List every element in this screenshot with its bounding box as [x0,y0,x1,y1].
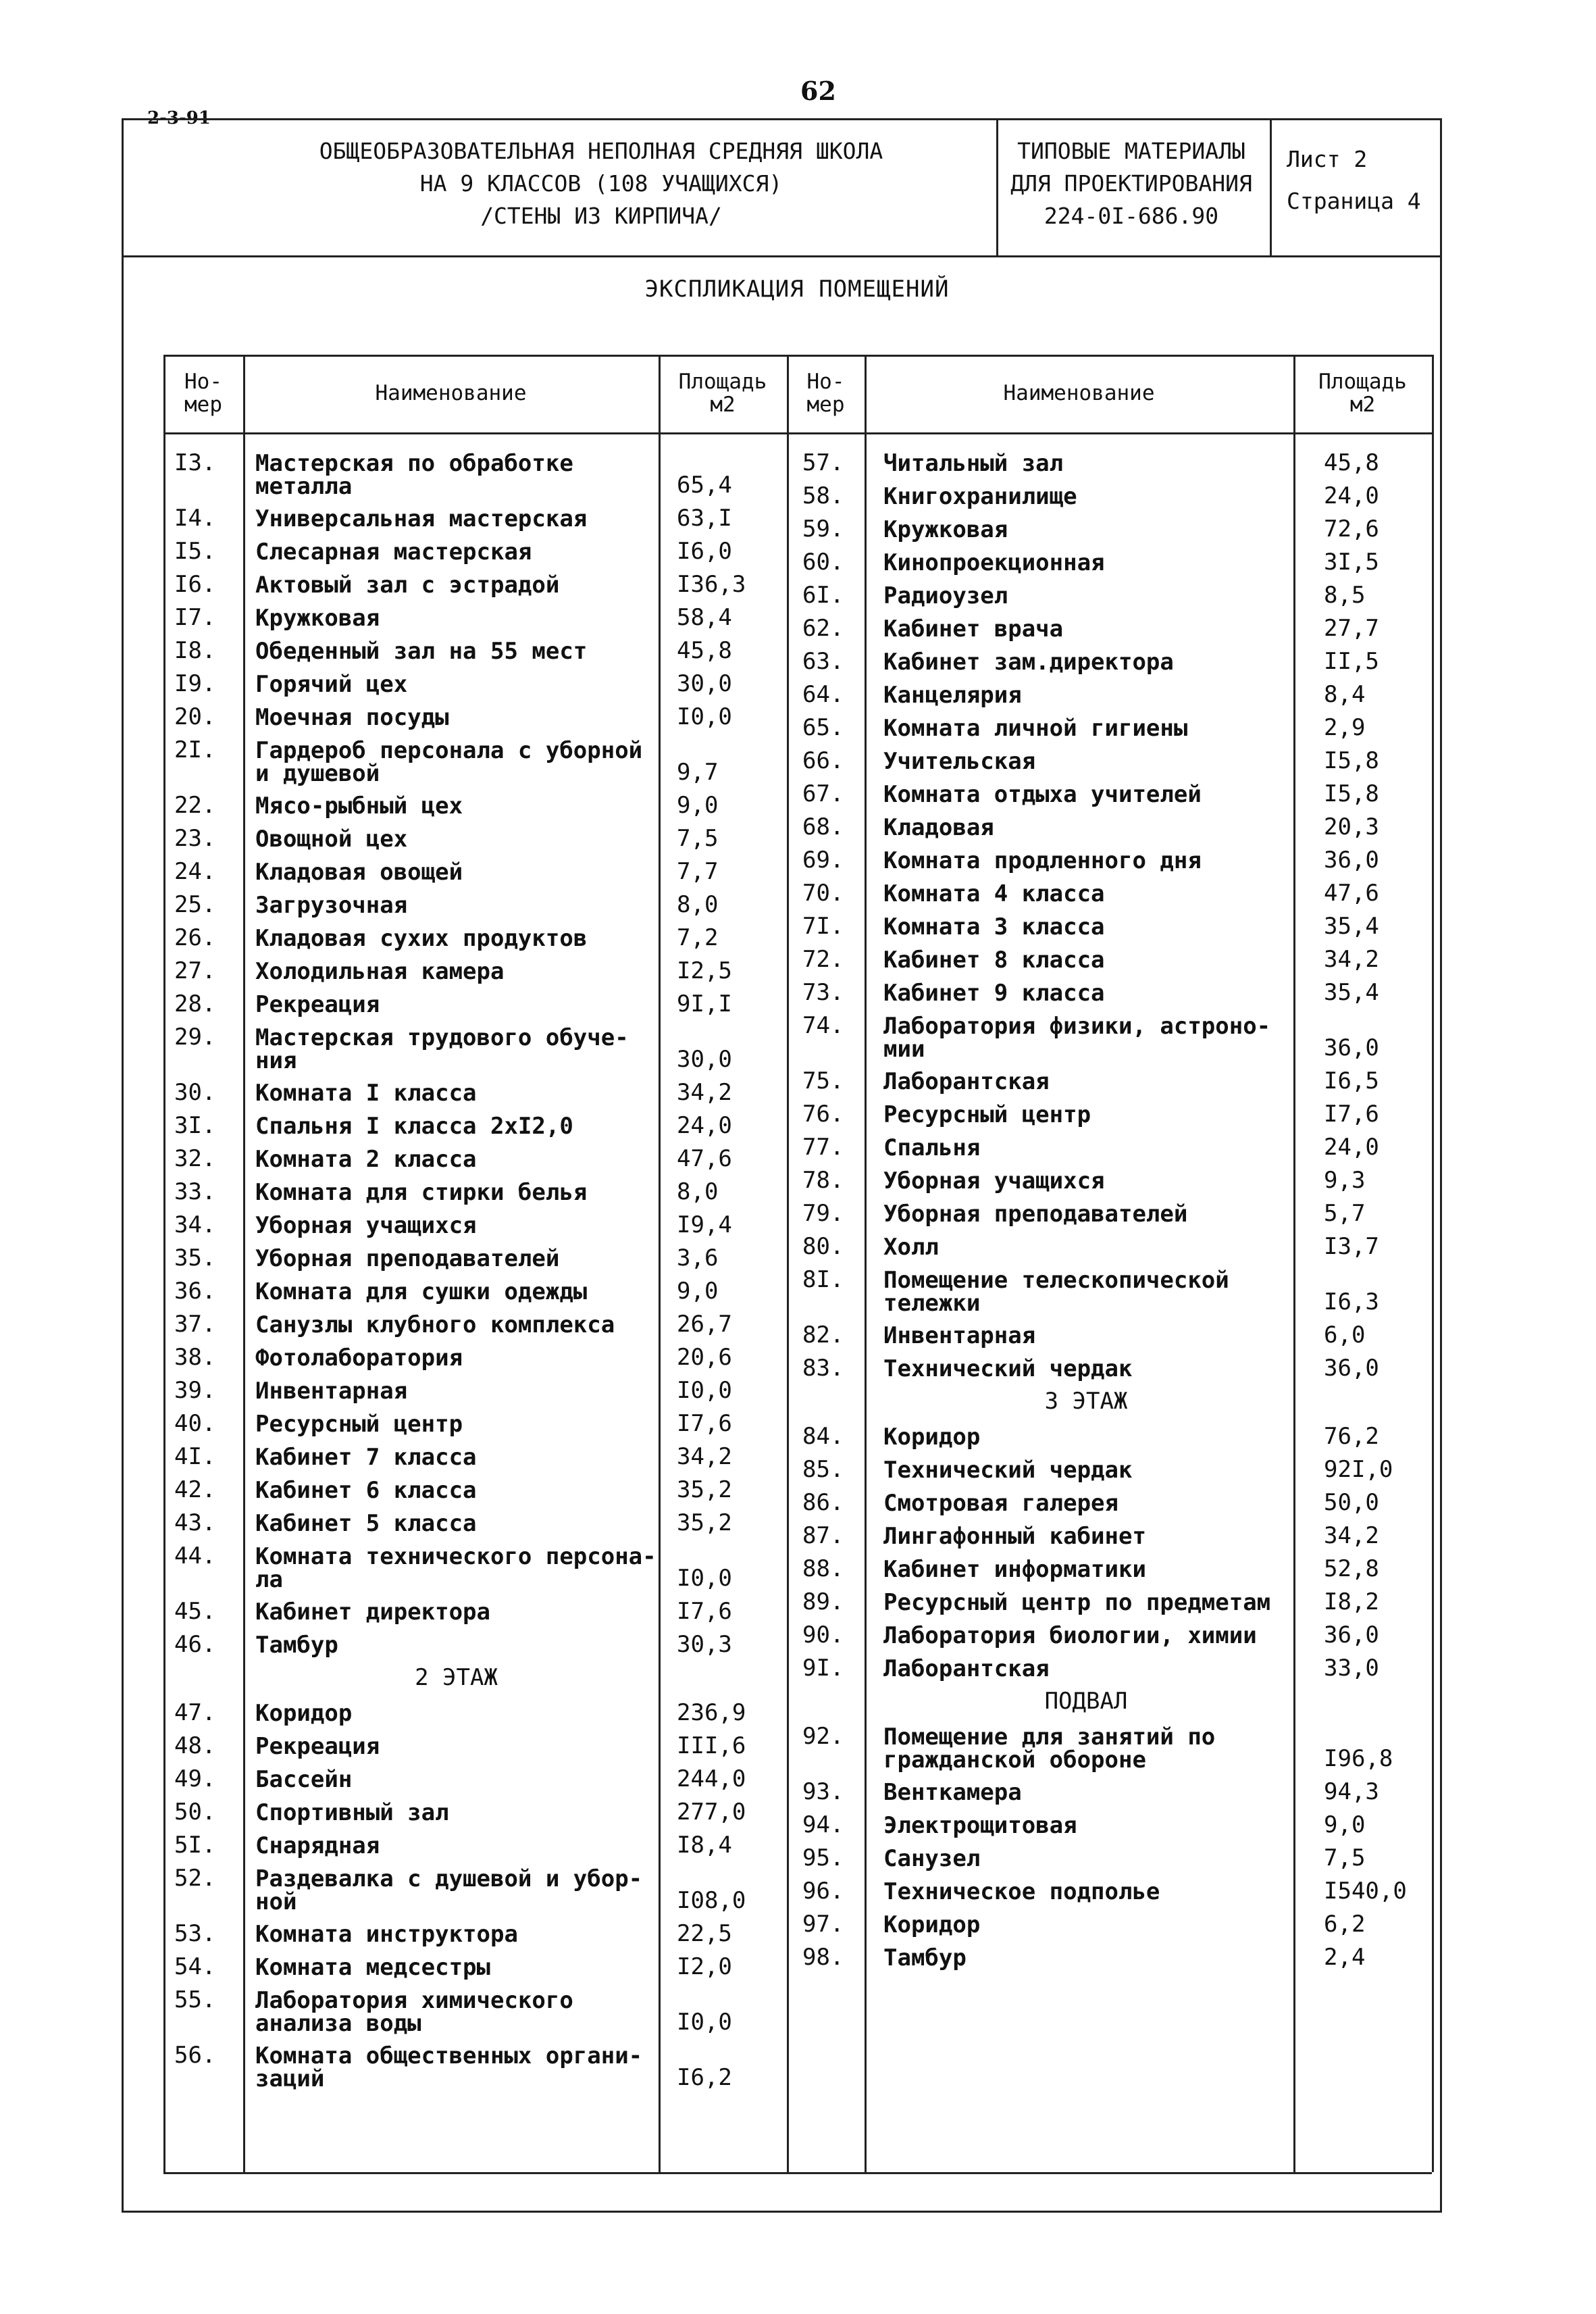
room-number: 98. [802,1944,844,1971]
room-area: I0,0 [677,1377,732,1404]
room-name: Уборная преподавателей [883,1201,1188,1228]
room-number: 7I. [802,913,844,940]
room-area: 8,4 [1324,681,1366,708]
room-area: 47,6 [1324,880,1379,907]
room-name: Комната 2 класса [255,1146,477,1173]
room-number: 5I. [174,1832,216,1859]
room-area: 277,0 [677,1799,746,1826]
room-area: 8,5 [1324,582,1366,609]
room-number: 95. [802,1844,844,1871]
room-area: I7,6 [1324,1101,1379,1128]
room-name: Комната отдыха учителей [883,781,1202,808]
room-name: Уборная преподавателей [255,1245,560,1272]
room-area: 244,0 [677,1765,746,1792]
room-name: Комната I класса [255,1080,477,1107]
room-name: Лаборантская [883,1655,1050,1682]
room-area: 30,0 [677,1046,732,1073]
room-name: Помещение телескопической тележки [883,1267,1229,1317]
room-area: I0,0 [677,2009,732,2036]
room-number: 28. [174,990,216,1017]
room-number: 92. [802,1723,844,1750]
room-name: Кабинет 9 класса [883,980,1105,1007]
room-name: Санузел [883,1845,981,1872]
room-number: 44. [174,1542,216,1569]
room-area: 20,6 [677,1344,732,1371]
room-area: 34,2 [677,1079,732,1106]
room-number: I7. [174,604,216,631]
room-number: 54. [174,1953,216,1980]
room-area: I36,3 [677,571,746,598]
room-number: 76. [802,1101,844,1128]
room-number: 32. [174,1145,216,1172]
room-name: Кабинет 7 класса [255,1444,477,1471]
room-number: 85. [802,1456,844,1483]
room-area: III,6 [677,1732,746,1759]
room-number: 70. [802,880,844,907]
room-number: 69. [802,847,844,874]
room-name: Лаборатория химического анализа воды [255,1987,573,2037]
room-area: 9,0 [1324,1811,1366,1838]
room-number: 3I. [174,1112,216,1139]
column-header-area: Площадь м2 [1318,370,1407,417]
room-number: 8I. [802,1266,844,1293]
room-area: I6,3 [1324,1288,1379,1315]
room-area: I6,5 [1324,1067,1379,1095]
room-name: Канцелярия [883,682,1022,709]
room-number: 20. [174,703,216,730]
room-number: 64. [802,681,844,708]
room-area: 52,8 [1324,1555,1379,1582]
room-name: Спальня [883,1134,981,1161]
room-name: Гардероб персонала с уборной и душевой [255,737,643,787]
room-area: 34,2 [1324,1522,1379,1549]
room-area: 58,4 [677,604,732,631]
room-area: I5,8 [1324,747,1379,774]
room-number: 38. [174,1344,216,1371]
room-area: 45,8 [677,637,732,664]
room-area: 94,3 [1324,1778,1379,1805]
room-area: 24,0 [677,1112,732,1139]
room-name: Слесарная мастерская [255,538,532,565]
room-name: Моечная посуды [255,704,449,731]
table-top-border [163,355,1432,357]
floor-section-heading: ПОДВАЛ [1044,1688,1128,1715]
room-number: I3. [174,449,216,476]
room-number: 62. [802,615,844,642]
table-column-divider [659,355,661,2172]
room-name: Радиоузел [883,582,1008,609]
room-number: 94. [802,1811,844,1838]
room-name: Смотровая галерея [883,1490,1118,1517]
room-area: 34,2 [677,1443,732,1470]
room-name: Кабинет 5 класса [255,1510,477,1537]
room-name: Комната для стирки белья [255,1179,588,1206]
room-number: 53. [174,1920,216,1947]
room-number: 97. [802,1911,844,1938]
room-name: Кабинет директора [255,1599,490,1626]
room-number: 68. [802,813,844,840]
room-area: 45,8 [1324,449,1379,476]
room-name: Кладовая сухих продуктов [255,925,588,952]
room-number: 59. [802,515,844,543]
room-number: 29. [174,1024,216,1051]
room-area: 92I,0 [1324,1456,1393,1483]
room-number: 63. [802,648,844,675]
room-area: 72,6 [1324,515,1379,543]
room-area: 7,5 [1324,1844,1366,1871]
room-area: 33,0 [1324,1655,1379,1682]
room-name: Учительская [883,748,1036,775]
header-sheet [1287,139,1435,222]
room-name: Кабинет зам.директора [883,649,1174,676]
room-number: I5. [174,538,216,565]
room-name: Универсальная мастерская [255,505,588,532]
room-number: 34. [174,1211,216,1238]
room-name: Кинопроекционная [883,549,1105,576]
room-number: 24. [174,858,216,885]
header-series-line: ТИПОВЫЕ МАТЕРИАЛЫ [1017,138,1245,164]
room-number: 37. [174,1311,216,1338]
room-number: 67. [802,780,844,807]
room-area: 36,0 [1324,847,1379,874]
room-area: I6,0 [677,538,732,565]
room-number: 2I. [174,736,216,763]
room-area: I6,2 [677,2064,732,2091]
room-name: Комната 3 класса [883,913,1105,940]
room-number: 22. [174,792,216,819]
room-number: 86. [802,1489,844,1516]
room-number: 49. [174,1765,216,1792]
header-divider [122,255,1442,257]
room-area: I8,4 [677,1832,732,1859]
room-name: Уборная учащихся [883,1167,1105,1194]
room-name: Актовый зал с эстрадой [255,572,560,599]
room-number: 9I. [802,1655,844,1682]
room-name: Электрощитовая [883,1812,1077,1839]
room-name: Тамбур [255,1632,338,1659]
room-name: Фотолаборатория [255,1344,463,1372]
room-name: Коридор [255,1700,353,1727]
room-name: Холл [883,1234,939,1261]
room-number: 84. [802,1423,844,1450]
room-number: 72. [802,946,844,973]
room-area: I9,4 [677,1211,732,1238]
room-name: Уборная учащихся [255,1212,477,1239]
room-area: I2,0 [677,1953,732,1980]
room-number: 43. [174,1509,216,1536]
room-area: 35,2 [677,1476,732,1503]
room-number: I6. [174,571,216,598]
table-column-divider [163,355,165,2172]
room-name: Мастерская по обработке металла [255,450,573,500]
room-name: Технический чердак [883,1355,1133,1382]
page-label: Страница 4 [1287,188,1421,214]
room-area: 236,9 [677,1699,746,1726]
header-series [996,135,1266,232]
room-name: Тамбур [883,1944,967,1971]
room-name: Мастерская трудового обуче- ния [255,1024,629,1074]
room-name: Ресурсный центр [883,1101,1091,1128]
room-name: Рекреация [255,1733,380,1760]
room-area: I08,0 [677,1887,746,1914]
room-name: Комната медсестры [255,1954,490,1981]
room-number: 50. [174,1799,216,1826]
sheet-label: Лист 2 [1287,146,1368,172]
room-area: 47,6 [677,1145,732,1172]
room-area: I540,0 [1324,1878,1407,1905]
room-number: 48. [174,1732,216,1759]
room-area: 24,0 [1324,482,1379,509]
room-area: 22,5 [677,1920,732,1947]
room-name: Овощной цех [255,826,408,853]
room-area: 9,7 [677,759,719,786]
header-title-line: /СТЕНЫ ИЗ КИРПИЧА/ [480,203,722,229]
room-area: I0,0 [677,1565,732,1592]
room-number: 82. [802,1322,844,1349]
room-number: 75. [802,1067,844,1095]
header-title-line: ОБЩЕОБРАЗОВАТЕЛЬНАЯ НЕПОЛНАЯ СРЕДНЯЯ ШКОЛА [319,138,883,164]
room-number: 73. [802,979,844,1006]
room-name: Книгохранилище [883,483,1077,510]
room-number: 35. [174,1244,216,1272]
table-header-border [163,432,1432,434]
room-number: I8. [174,637,216,664]
room-name: Помещение для занятий по гражданской обороне [883,1724,1216,1774]
room-number: 96. [802,1878,844,1905]
room-number: 77. [802,1134,844,1161]
room-area: 20,3 [1324,813,1379,840]
room-area: 63,I [677,505,732,532]
room-name: Комната общественных органи- заций [255,2042,643,2092]
room-number: 4I. [174,1443,216,1470]
room-number: 46. [174,1631,216,1658]
room-name: Комната инструктора [255,1921,518,1948]
room-name: Раздевалка с душевой и убор- ной [255,1865,643,1915]
room-name: Венткамера [883,1779,1022,1806]
room-area: 36,0 [1324,1034,1379,1061]
explication-title: ЭКСПЛИКАЦИЯ ПОМЕЩЕНИЙ [644,276,950,303]
room-number: 30. [174,1079,216,1106]
room-area: 9,3 [1324,1167,1366,1194]
header-divider-v2 [1270,118,1272,255]
room-area: 9I,I [677,990,732,1017]
room-number: 52. [174,1865,216,1892]
room-number: 58. [802,482,844,509]
room-area: 36,0 [1324,1355,1379,1382]
room-area: 30,3 [677,1631,732,1658]
room-name: Холодильная камера [255,958,505,985]
room-number: 78. [802,1167,844,1194]
room-area: 35,2 [677,1509,732,1536]
room-number: 74. [802,1012,844,1039]
table-bottom-border [163,2172,1432,2174]
table-column-divider [1293,355,1295,2172]
room-name: Комната технического персона- ла [255,1543,657,1593]
column-header-area: Площадь м2 [678,370,767,417]
room-area: 24,0 [1324,1134,1379,1161]
room-area: 3I,5 [1324,549,1379,576]
room-name: Кружковая [255,605,380,632]
room-number: 36. [174,1278,216,1305]
room-area: 6,2 [1324,1911,1366,1938]
room-name: Кабинет информатики [883,1556,1146,1583]
room-number: 26. [174,924,216,951]
room-name: Комната личной гигиены [883,715,1188,742]
room-area: 7,5 [677,825,719,852]
room-number: 60. [802,549,844,576]
room-name: Мясо-рыбный цех [255,793,463,820]
room-number: 65. [802,714,844,741]
room-name: Техническое подполье [883,1878,1160,1905]
room-number: 57. [802,449,844,476]
room-area: 8,0 [677,891,719,918]
room-name: Кабинет 6 класса [255,1477,477,1504]
room-number: 93. [802,1778,844,1805]
room-number: 87. [802,1522,844,1549]
room-area: I96,8 [1324,1745,1393,1772]
room-name: Комната продленного дня [883,847,1202,874]
room-number: 55. [174,1986,216,2013]
room-area: 76,2 [1324,1423,1379,1450]
column-header-name: Наименование [375,381,527,405]
room-area: 35,4 [1324,979,1379,1006]
column-header-number: Но- мер [806,370,845,417]
room-number: 6I. [802,582,844,609]
room-number: 33. [174,1178,216,1205]
room-area: 36,0 [1324,1621,1379,1649]
room-area: I5,8 [1324,780,1379,807]
room-name: Инвентарная [883,1322,1036,1349]
room-number: 47. [174,1699,216,1726]
column-header-name: Наименование [1003,381,1155,405]
room-name: Лаборатория биологии, химии [883,1622,1257,1649]
room-area: I0,0 [677,703,732,730]
room-name: Лингафонный кабинет [883,1523,1146,1550]
room-name: Инвентарная [255,1378,408,1405]
room-area: 2,4 [1324,1944,1366,1971]
room-name: Коридор [883,1911,981,1938]
header-series-line: ДЛЯ ПРОЕКТИРОВАНИЯ [1010,170,1252,197]
room-area: 65,4 [677,472,732,499]
room-area: II,5 [1324,648,1379,675]
header-title-line: НА 9 КЛАССОВ (108 УЧАЩИХСЯ) [419,170,783,197]
room-number: 88. [802,1555,844,1582]
room-name: Санузлы клубного комплекса [255,1311,615,1338]
room-area: 8,0 [677,1178,719,1205]
room-area: 34,2 [1324,946,1379,973]
room-area: 3,6 [677,1244,719,1272]
room-area: I3,7 [1324,1233,1379,1260]
room-number: 56. [174,2042,216,2069]
room-number: I4. [174,505,216,532]
room-area: I7,6 [677,1410,732,1437]
room-name: Ресурсный центр по предметам [883,1589,1271,1616]
room-name: Спортивный зал [255,1799,449,1826]
room-area: 26,7 [677,1311,732,1338]
room-name: Снарядная [255,1832,380,1859]
room-name: Ресурсный центр [255,1411,463,1438]
room-area: 5,7 [1324,1200,1366,1227]
room-area: 7,7 [677,858,719,885]
room-number: 45. [174,1598,216,1625]
room-number: 40. [174,1410,216,1437]
room-area: 35,4 [1324,913,1379,940]
room-area: I7,6 [677,1598,732,1625]
room-name: Обеденный зал на 55 мест [255,638,588,665]
room-name: Кабинет 8 класса [883,947,1105,974]
room-name: Горячий цех [255,671,408,698]
room-name: Кладовая овощей [255,859,463,886]
room-name: Лаборантская [883,1068,1050,1095]
room-area: I8,2 [1324,1588,1379,1615]
room-number: 89. [802,1588,844,1615]
table-column-divider [243,355,245,2172]
document-code: 2-3-91 [147,108,211,128]
room-name: Комната 4 класса [883,880,1105,907]
room-name: Читальный зал [883,450,1064,477]
room-area: 9,0 [677,792,719,819]
room-number: 90. [802,1621,844,1649]
room-area: 30,0 [677,670,732,697]
room-number: 42. [174,1476,216,1503]
page-number: 62 [800,76,836,106]
room-name: Бассейн [255,1766,353,1793]
floor-section-heading: 2 ЭТАЖ [415,1664,498,1691]
header-title [230,135,973,232]
room-number: 80. [802,1233,844,1260]
room-area: 27,7 [1324,615,1379,642]
room-area: 7,2 [677,924,719,951]
room-name: Комната для сушки одежды [255,1278,588,1305]
room-area: 6,0 [1324,1322,1366,1349]
room-name: Технический чердак [883,1457,1133,1484]
room-area: 2,9 [1324,714,1366,741]
room-number: 66. [802,747,844,774]
room-number: 79. [802,1200,844,1227]
room-number: 83. [802,1355,844,1382]
room-number: 25. [174,891,216,918]
room-name: Кружковая [883,516,1008,543]
room-name: Лаборатория физики, астроно- мии [883,1013,1271,1063]
room-number: 23. [174,825,216,852]
table-column-divider [1432,355,1434,2172]
room-number: 27. [174,957,216,984]
room-name: Кладовая [883,814,994,841]
room-name: Кабинет врача [883,615,1064,643]
room-area: 50,0 [1324,1489,1379,1516]
room-number: 39. [174,1377,216,1404]
table-column-divider [787,355,789,2172]
room-name: Загрузочная [255,892,408,919]
room-name: Спальня I класса 2хI2,0 [255,1113,573,1140]
room-area: I2,5 [677,957,732,984]
room-number: I9. [174,670,216,697]
column-header-number: Но- мер [184,370,222,417]
room-name: Рекреация [255,991,380,1018]
header-series-line: 224-0I-686.90 [1044,203,1219,229]
room-area: 9,0 [677,1278,719,1305]
room-name: Коридор [883,1424,981,1451]
floor-section-heading: 3 ЭТАЖ [1044,1388,1128,1415]
table-column-divider [865,355,867,2172]
